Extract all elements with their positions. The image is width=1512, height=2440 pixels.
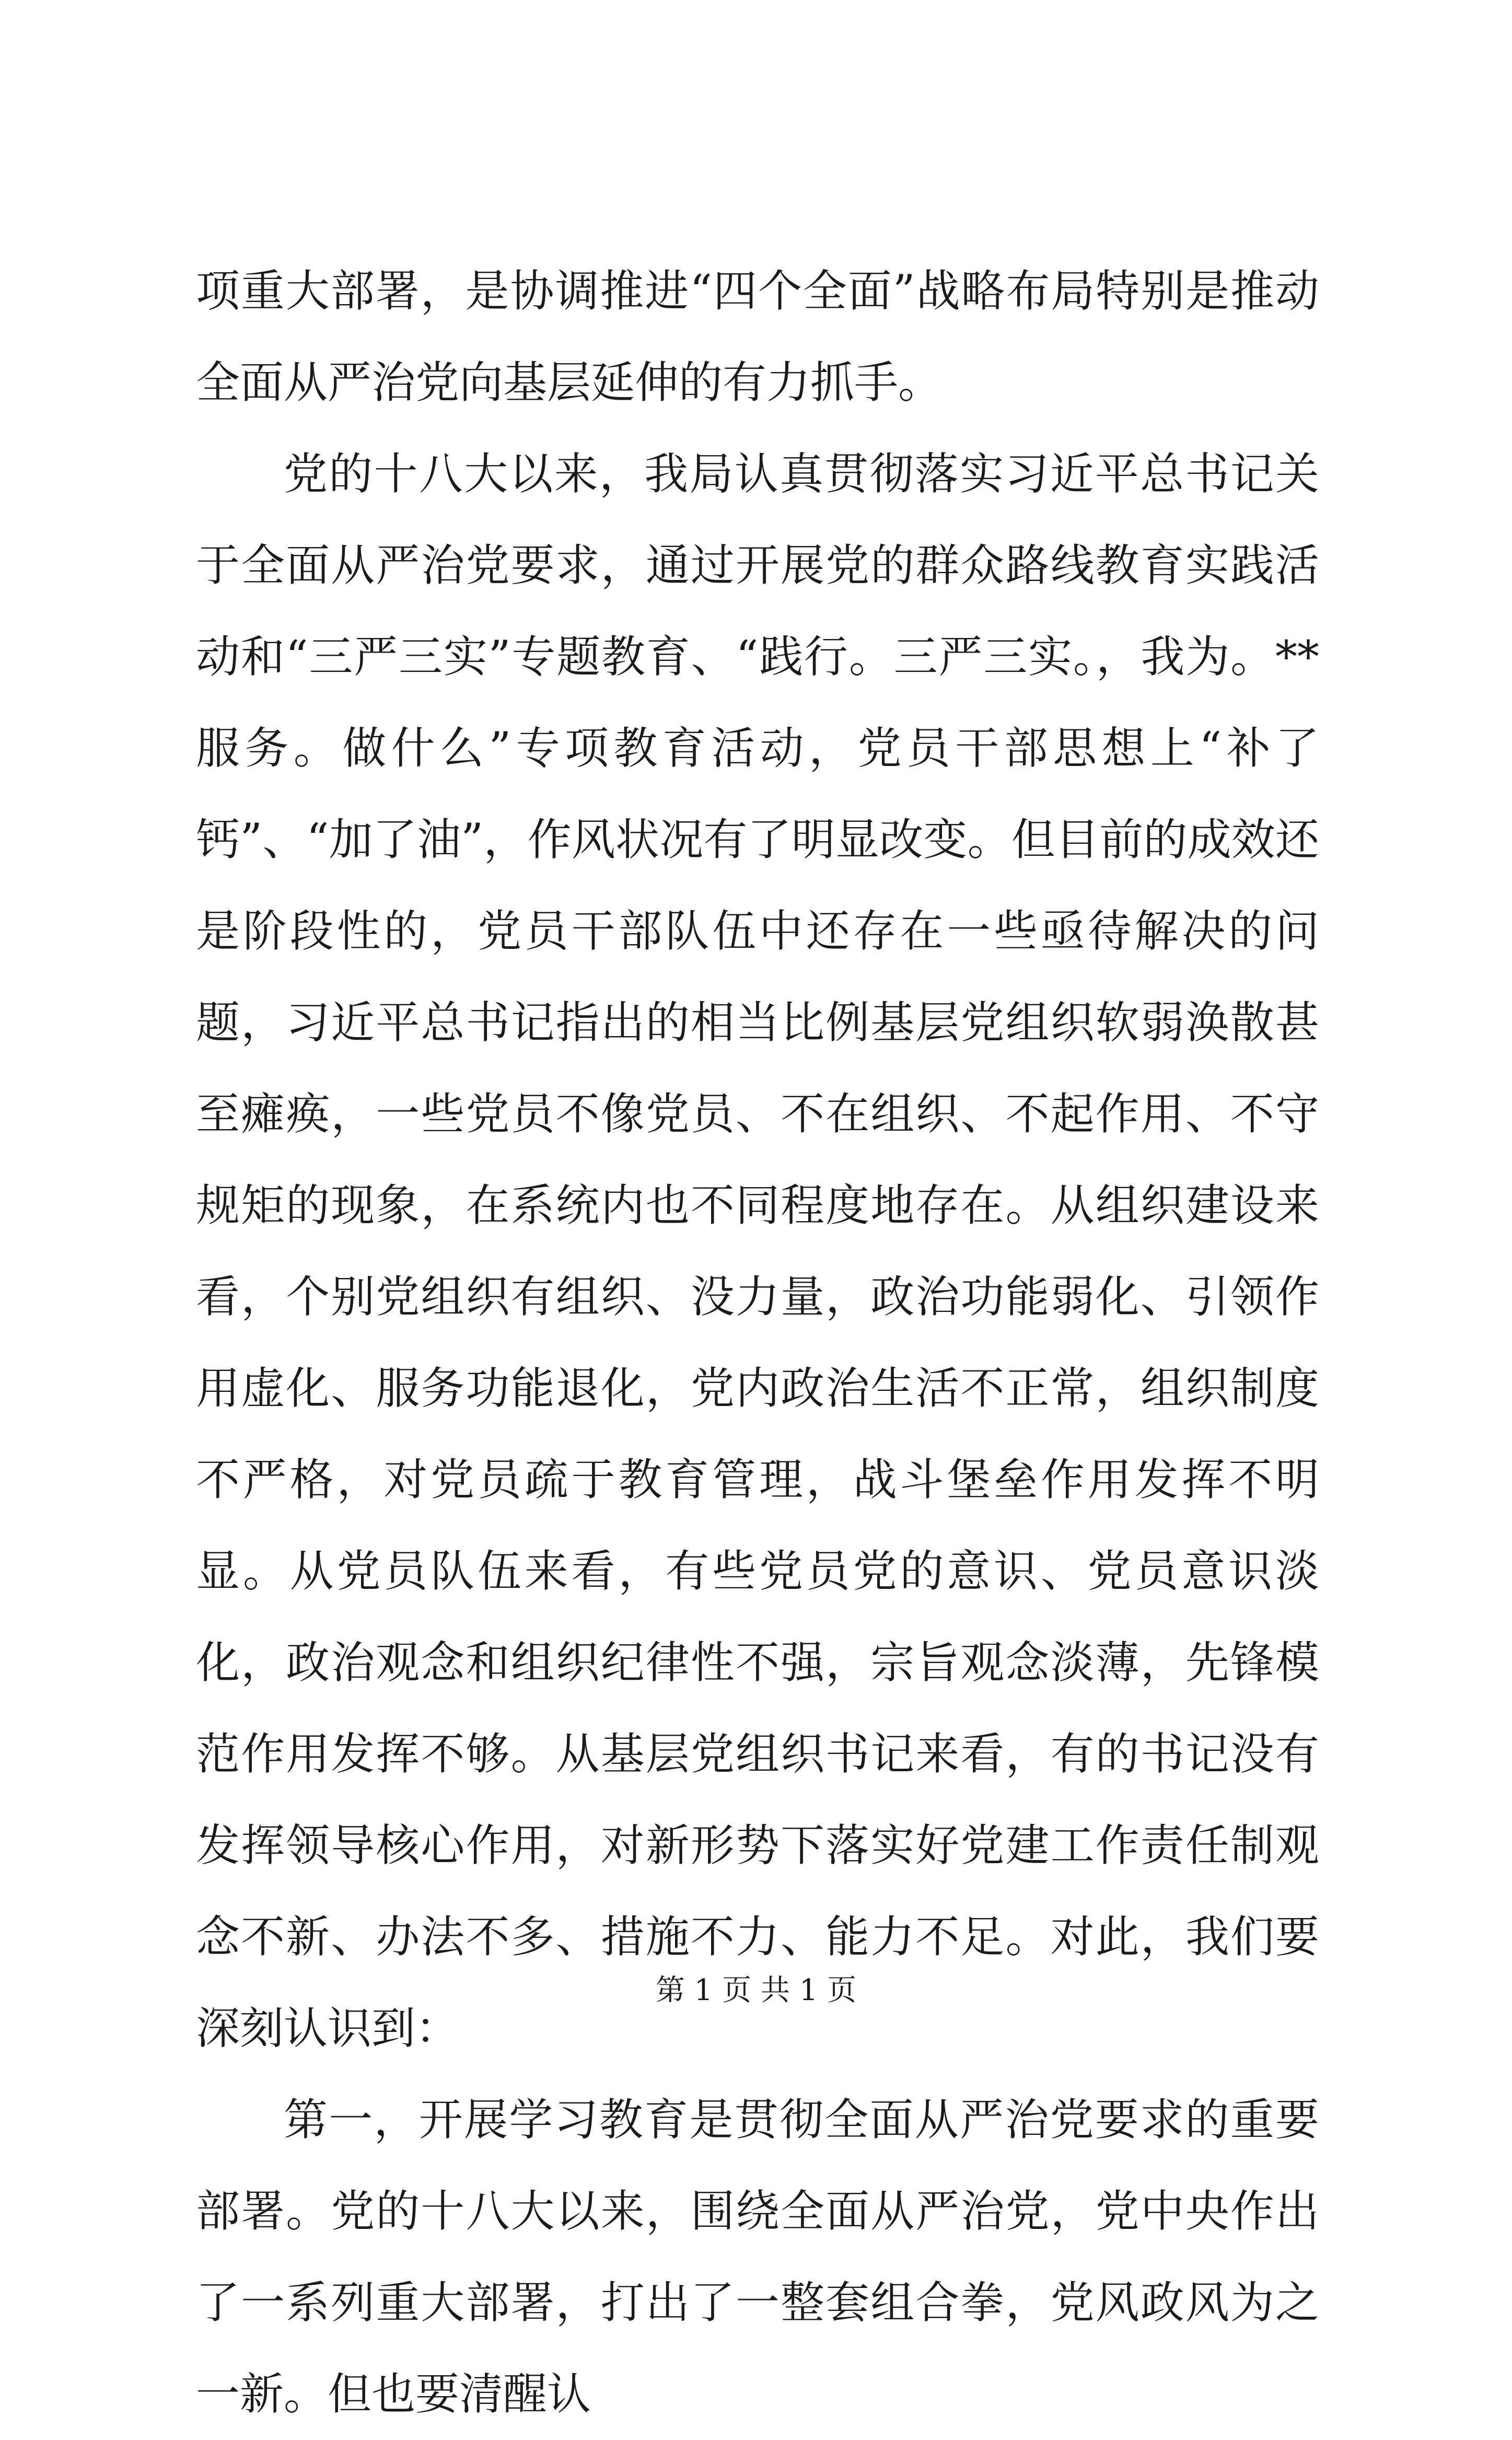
paragraph-3: 第一，开展学习教育是贯彻全面从严治党要求的重要部署。党的十八大以来，围绕全面从严治党，党中央作出了一系列重大部署，打出了一整套组合拳，党风政风为之一新。但也要清醒认 bbox=[196, 2094, 1319, 2420]
document-body bbox=[196, 246, 1319, 2440]
paragraph-1: 项重大部署，是协调推进“四个全面”战略布局特别是推动全面从严治党向基层延伸的有力抓手。 bbox=[196, 265, 1319, 408]
page-footer: 第 1 页 共 1 页 bbox=[655, 1973, 857, 2007]
paragraph-2: 党的十八大以来，我局认真贯彻落实习近平总书记关于全面从严治党要求，通过开展党的群众路线教育实践活动和“三严三实”专题教育、“践行。三严三实。，我为。**服务。做什么”专项教育活动，党员干部思想上“补了钙”、“加了油”，作风状况有了明显改变。但目前的成效还是阶段性的，党员干部队伍中还存在一些亟待解决的问题，习近平总书记指出的相当比例基层党组织软弱涣散甚至瘫痪，一些党员不像党员、不在组织、不起作用、不守规矩的现象，在系统内也不同程度地存在。从组织建设来看，个别党组织有组织、没力量，政治功能弱化、引领作用虚化、服务功能退化，党内政治生活不正常，组织制度不严格，对党员疏于教育管理，战斗堡垒作用发挥不明显。从党员队伍来看，有些党员党的意识、党员意识淡化，政治观念和组织纪律性不强，宗旨观念淡薄，先锋模范作用发挥不够。从基层党组织书记来看，有的书记没有发挥领导核心作用，对新形势下落实好党建工作责任制观念不新、办法不多、措施不力、能力不足。对此，我们要深刻认识到： bbox=[196, 448, 1319, 2054]
